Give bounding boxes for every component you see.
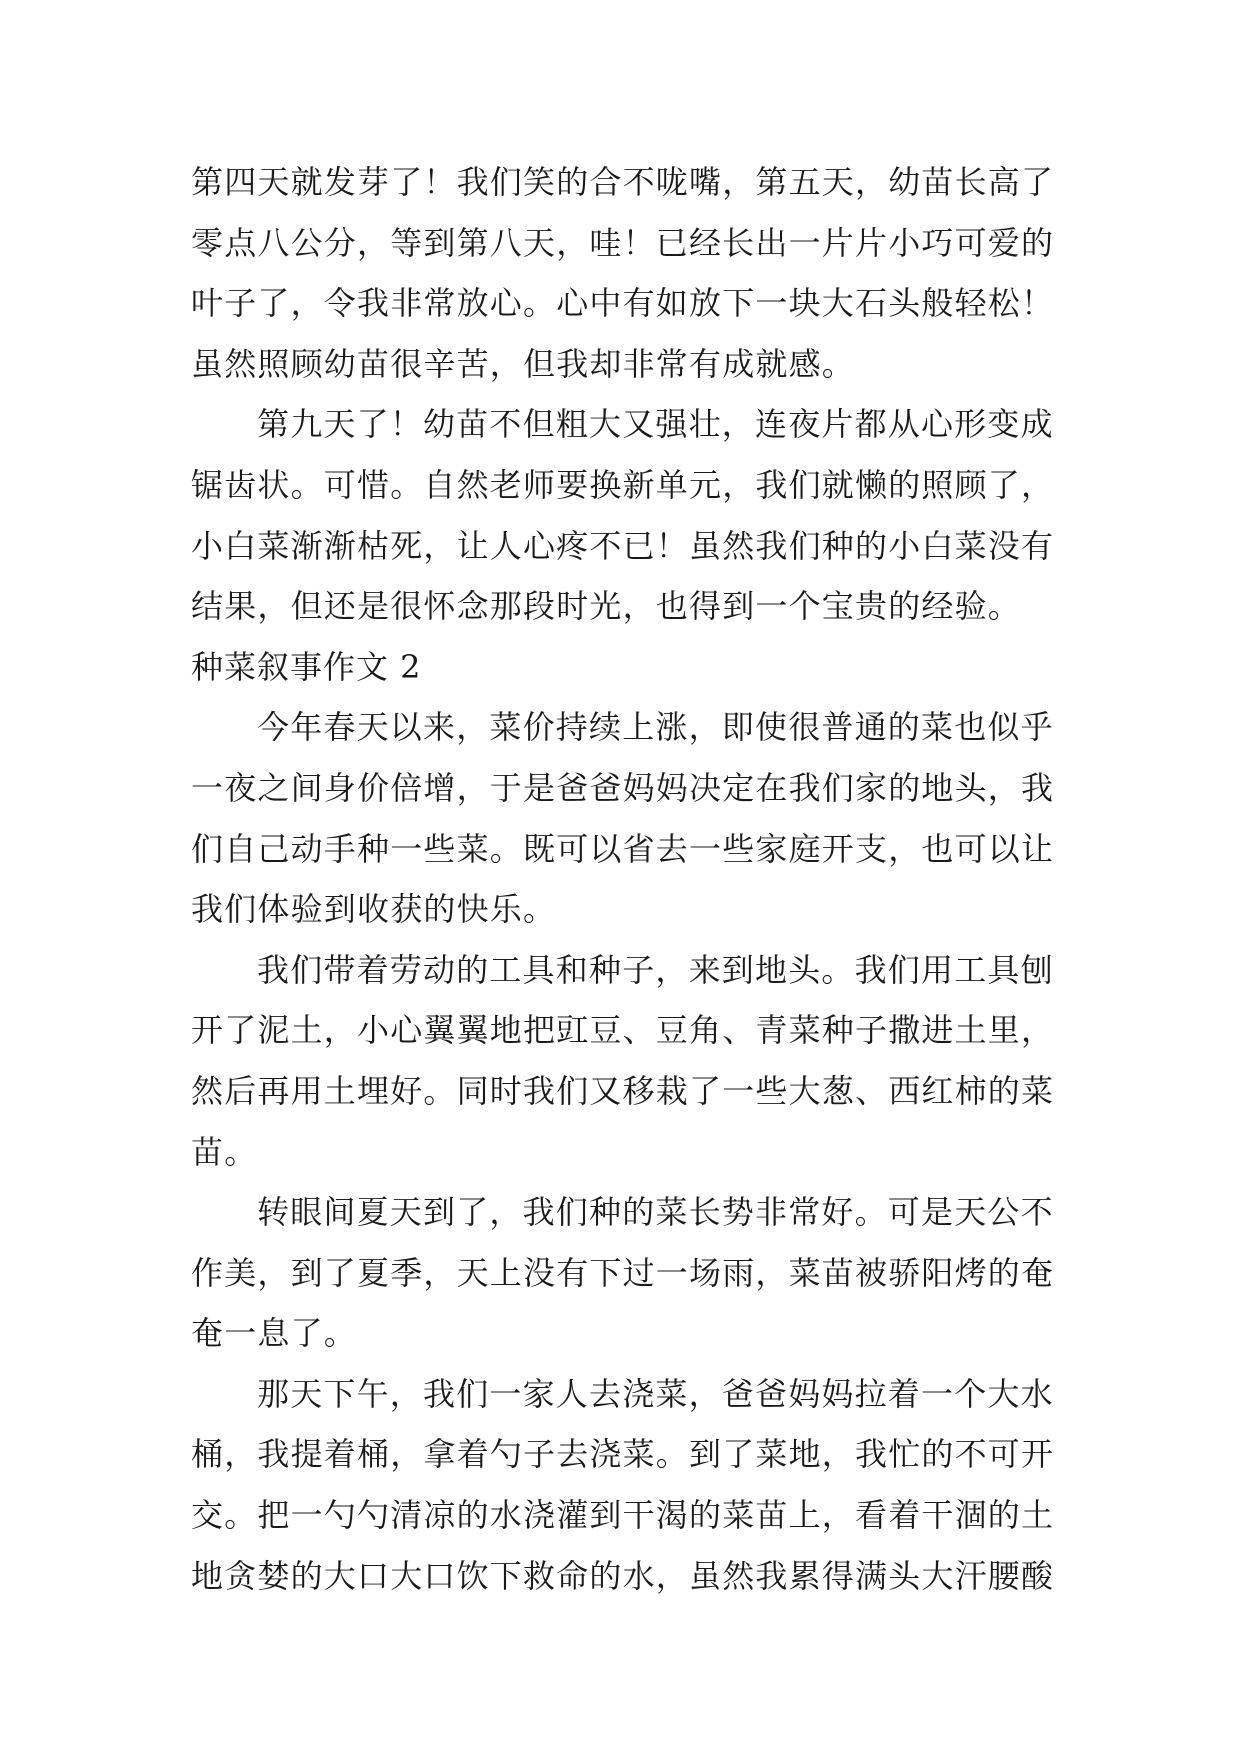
document-body bbox=[191, 152, 1061, 1606]
text-line: 交。把一勺勺清凉的水浇灌到干渴的菜苗上，看着干涸的土 bbox=[191, 1496, 1055, 1535]
text-line: 第四天就发芽了！我们笑的合不咙嘴，第五天，幼苗长高了 bbox=[191, 163, 1055, 201]
text-line: 转眼间夏天到了，我们种的菜长势非常好。可是天公不 bbox=[257, 1193, 1054, 1232]
text-line: 第九天了！幼苗不但粗大又强壮，连夜片都从心形变成 bbox=[257, 405, 1054, 444]
text-line: 我们体验到收获的快乐。 bbox=[191, 890, 557, 929]
text-line: 一夜之间身价倍增，于是爸爸妈妈决定在我们家的地头，我 bbox=[191, 768, 1055, 807]
text-line: 然后再用土埋好。同时我们又移栽了一些大葱、西红柿的菜 bbox=[191, 1071, 1055, 1110]
text-line: 叶子了，令我非常放心。心中有如放下一块大石头般轻松！ bbox=[191, 284, 1055, 323]
text-line: 作美，到了夏季，天上没有下过一场雨，菜苗被骄阳烤的奄 bbox=[191, 1253, 1055, 1292]
text-line: 奄一息了。 bbox=[191, 1314, 358, 1353]
text-line: 我们带着劳动的工具和种子，来到地头。我们用工具刨 bbox=[257, 950, 1054, 989]
text-line: 桶，我提着桶，拿着勺子去浇菜。到了菜地，我忙的不可开 bbox=[191, 1435, 1055, 1474]
text-line: 开了泥土，小心翼翼地把豇豆、豆角、青菜种子撒进土里， bbox=[191, 1011, 1055, 1050]
text-line: 结果，但还是很怀念那段时光，也得到一个宝贵的经验。 bbox=[191, 587, 1022, 626]
text-line: 地贪婪的大口大口饮下救命的水，虽然我累得满头大汗腰酸 bbox=[191, 1556, 1055, 1595]
text-line: 零点八公分，等到第八天，哇！已经长出一片片小巧可爱的 bbox=[191, 223, 1055, 262]
text-line: 那天下午，我们一家人去浇菜，爸爸妈妈拉着一个大水 bbox=[257, 1374, 1054, 1413]
text-line: 锯齿状。可惜。自然老师要换新单元，我们就懒的照顾了， bbox=[191, 465, 1055, 504]
text-line: 虽然照顾幼苗很辛苦，但我却非常有成就感。 bbox=[191, 344, 856, 383]
text-line: 们自己动手种一些菜。既可以省去一些家庭开支，也可以让 bbox=[191, 829, 1055, 868]
section-heading: 种菜叙事作文 2 bbox=[191, 647, 422, 686]
text-line: 小白菜渐渐枯死，让人心疼不已！虽然我们种的小白菜没有 bbox=[191, 526, 1055, 565]
text-line: 今年春天以来，菜价持续上涨，即使很普通的菜也似乎 bbox=[257, 708, 1054, 747]
text-line: 苗。 bbox=[191, 1132, 258, 1171]
